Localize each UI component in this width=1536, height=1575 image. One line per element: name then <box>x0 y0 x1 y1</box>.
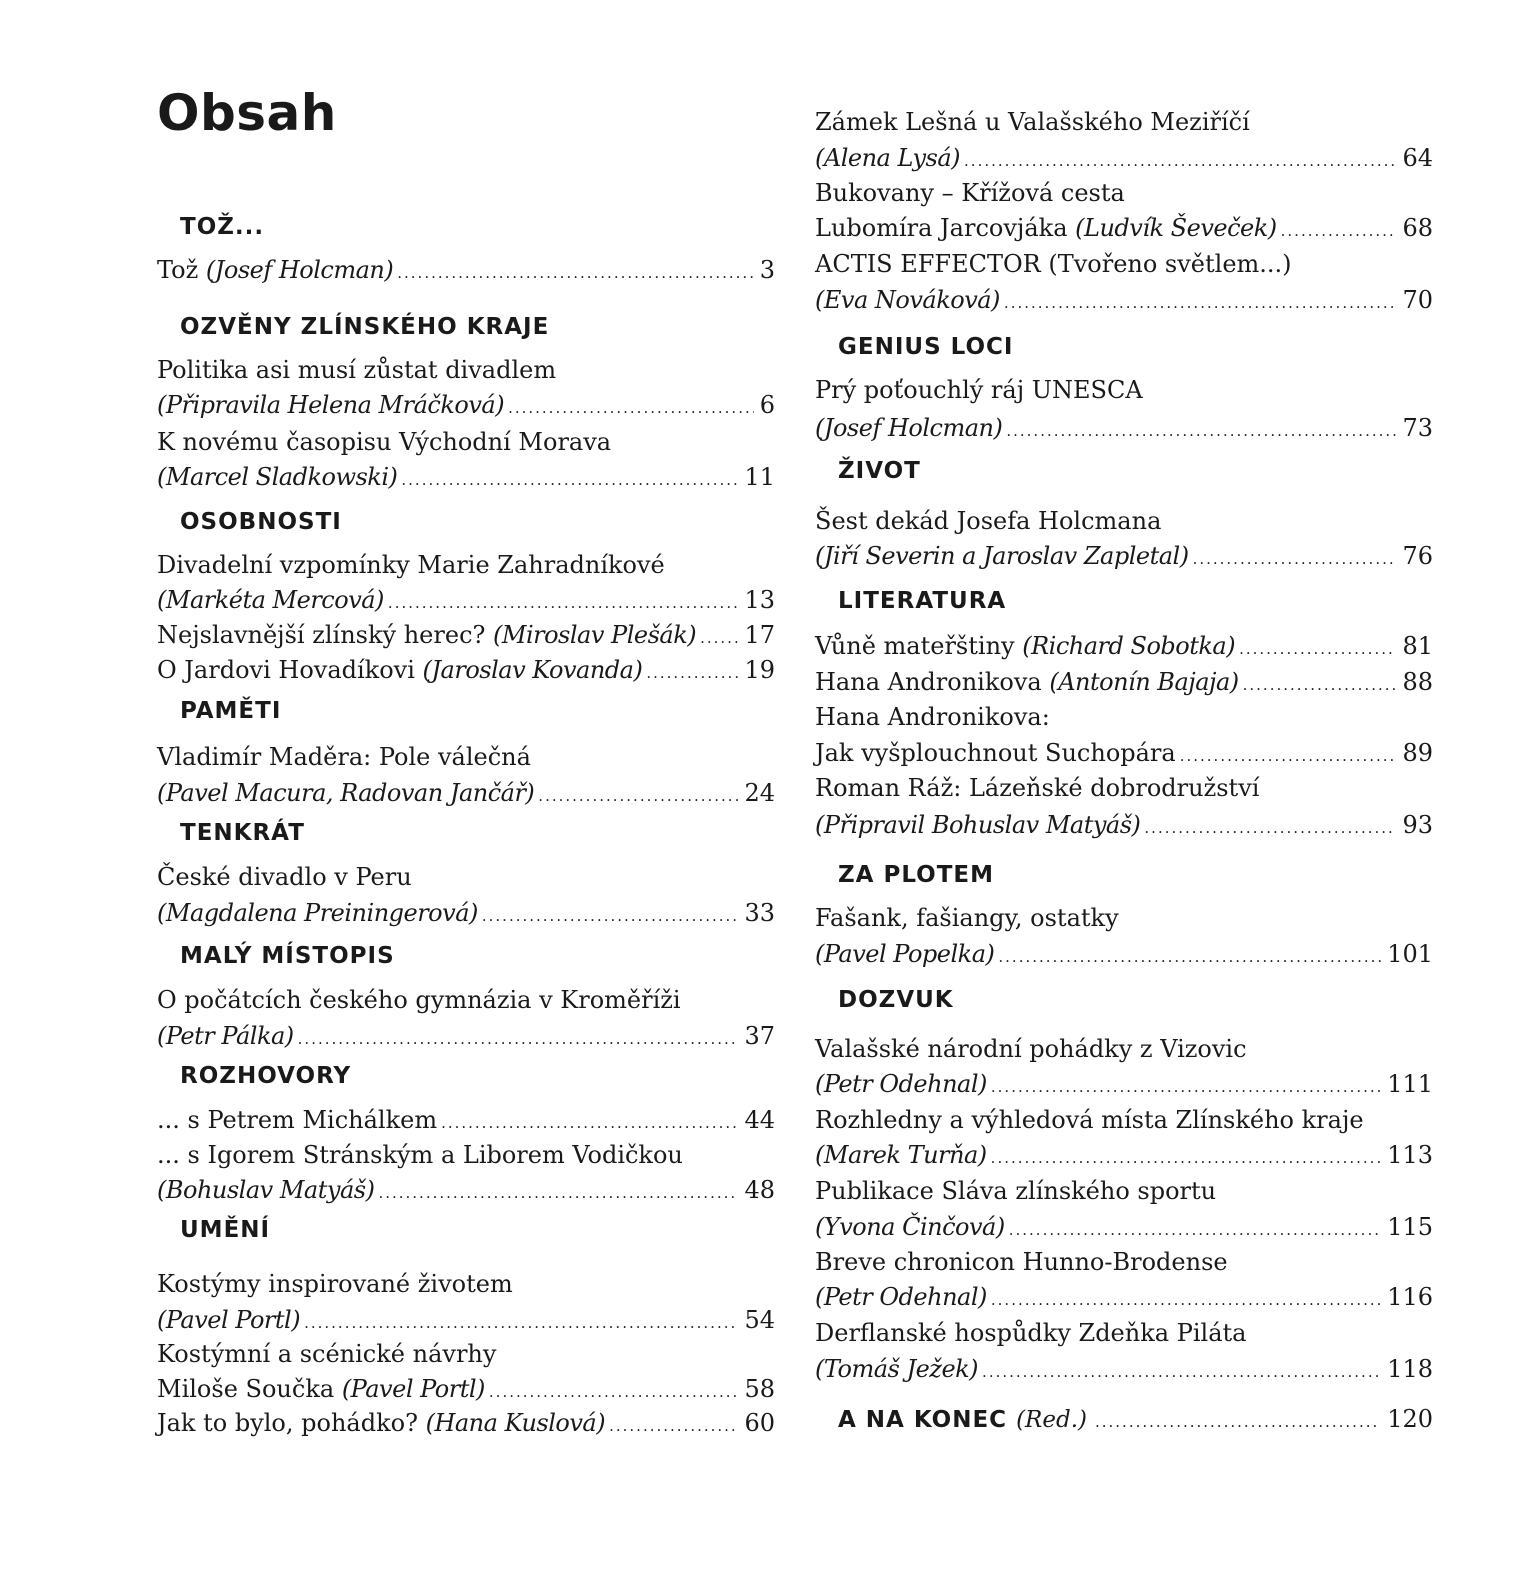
toc-entry[interactable] <box>157 460 775 494</box>
dot-leader <box>388 586 739 620</box>
page-number: 13 <box>744 586 775 614</box>
toc-entry-title-line[interactable] <box>157 1138 775 1172</box>
toc-entry-title-line[interactable] <box>815 176 1433 210</box>
dot-leader <box>401 463 738 497</box>
page-number: 6 <box>759 391 775 419</box>
entry-title: O Jardovi Hovadíkovi <box>157 656 415 684</box>
toc-entry-title-line[interactable] <box>815 105 1433 139</box>
entry-author: (Pavel Popelka) <box>815 940 995 968</box>
entry-author: (Marcel Sladkowski) <box>157 463 398 491</box>
page-number: 120 <box>1387 1405 1433 1433</box>
toc-entry[interactable] <box>157 618 775 652</box>
toc-entry-title-line[interactable] <box>815 1316 1433 1350</box>
entry-title: Derflanské hospůdky Zdeňka Piláta <box>815 1319 1247 1347</box>
toc-entry-title-line[interactable] <box>157 1337 775 1371</box>
entry-author: (Josef Holcman) <box>815 414 1003 442</box>
entry-author: (Tomáš Ježek) <box>815 1355 979 1383</box>
entry-title: Tož <box>157 256 199 284</box>
entry-author: (Pavel Macura, Radovan Jančář) <box>157 779 535 807</box>
page-number: 33 <box>744 899 775 927</box>
entry-author: (Ludvík Ševeček) <box>1075 214 1277 242</box>
toc-entry[interactable] <box>157 253 775 287</box>
toc-entry[interactable] <box>157 1303 775 1337</box>
toc-entry-title-line[interactable] <box>815 771 1433 805</box>
toc-entry[interactable] <box>157 388 775 422</box>
entry-author: (Josef Holcman) <box>205 256 394 284</box>
dot-leader <box>304 1306 738 1340</box>
entry-title: Publikace Sláva zlínského sportu <box>815 1177 1217 1205</box>
entry-title: Jak vyšplouchnout Suchopára <box>815 739 1176 767</box>
dot-leader <box>1281 214 1397 248</box>
toc-entry-title-line[interactable] <box>815 504 1433 538</box>
section-heading: ZA PLOTEM <box>838 862 995 888</box>
dot-leader <box>1144 811 1396 845</box>
toc-entry-title-line[interactable] <box>157 740 775 774</box>
toc-entry[interactable] <box>815 411 1433 445</box>
entry-author: (Petr Odehnal) <box>815 1070 987 1098</box>
entry-title: O počátcích českého gymnázia v Kroměříži <box>157 986 681 1014</box>
toc-entry[interactable] <box>815 629 1433 663</box>
toc-entry-title-line[interactable] <box>157 860 775 894</box>
dot-leader <box>609 1409 738 1443</box>
toc-entry[interactable] <box>815 1067 1433 1101</box>
dot-leader <box>982 1355 1381 1389</box>
entry-author: (Bohuslav Matyáš) <box>157 1176 375 1204</box>
page-number: 48 <box>744 1176 775 1204</box>
toc-entry[interactable] <box>157 1103 775 1137</box>
entry-author: (Yvona Činčová) <box>815 1213 1005 1241</box>
toc-entry[interactable] <box>815 1280 1433 1314</box>
toc-entry[interactable] <box>157 653 775 687</box>
section-heading: UMĚNÍ <box>180 1217 271 1243</box>
toc-entry[interactable] <box>815 141 1433 175</box>
page-number: 93 <box>1402 811 1433 839</box>
section-heading: PAMĚTI <box>180 698 282 724</box>
toc-entry[interactable] <box>815 1210 1433 1244</box>
dot-leader <box>1006 414 1396 448</box>
toc-entry[interactable] <box>157 1372 775 1406</box>
entry-author: (Připravila Helena Mráčková) <box>157 391 505 419</box>
dot-leader <box>1095 1407 1379 1437</box>
toc-entry[interactable] <box>157 1173 775 1207</box>
page-number: 3 <box>759 256 775 284</box>
entry-title: K novému časopisu Východní Morava <box>157 428 612 456</box>
section-heading: LITERATURA <box>838 588 1007 614</box>
page-number: 111 <box>1387 1070 1433 1098</box>
entry-author: (Red.) <box>1016 1407 1087 1433</box>
toc-entry-title-line[interactable] <box>815 1245 1433 1279</box>
toc-entry[interactable] <box>815 539 1433 573</box>
entry-author: (Magdalena Preiningerová) <box>157 899 478 927</box>
dot-leader <box>964 144 1396 178</box>
toc-entry-final[interactable] <box>838 1404 1433 1437</box>
dot-leader <box>508 391 754 425</box>
entry-title: Politika asi musí zůstat divadlem <box>157 356 557 384</box>
toc-entry[interactable] <box>815 283 1433 317</box>
entry-title: Jak to bylo, pohádko? <box>157 1409 418 1437</box>
section-heading: A NA KONEC <box>838 1407 1008 1433</box>
page-number: 58 <box>744 1375 775 1403</box>
toc-entry-title-line[interactable] <box>157 425 775 459</box>
dot-leader <box>397 256 753 290</box>
section-heading: ŽIVOT <box>838 458 921 484</box>
entry-title: ... s Petrem Michálkem <box>157 1106 438 1134</box>
entry-author: (Hana Kuslová) <box>425 1409 606 1437</box>
entry-author: (Petr Pálka) <box>157 1022 294 1050</box>
page-number: 68 <box>1402 214 1433 242</box>
entry-author: (Petr Odehnal) <box>815 1283 987 1311</box>
entry-title: Kostýmní a scénické návrhy <box>157 1340 497 1368</box>
page-title: Obsah <box>157 84 337 142</box>
toc-entry-title-line[interactable] <box>157 983 775 1017</box>
entry-title: Miloše Součka <box>157 1375 335 1403</box>
toc-entry-title-line[interactable] <box>815 1174 1433 1208</box>
page-number: 64 <box>1402 144 1433 172</box>
entry-title: Breve chronicon Hunno-Brodense <box>815 1248 1228 1276</box>
toc-entry-title-line[interactable] <box>815 901 1433 935</box>
section-heading: TOŽ... <box>180 214 265 240</box>
dot-leader <box>538 779 738 813</box>
page-number: 116 <box>1387 1283 1433 1311</box>
entry-title: Zámek Lešná u Valašského Meziříčí <box>815 108 1250 136</box>
dot-leader <box>1180 739 1397 773</box>
entry-author: (Jiří Severin a Jaroslav Zapletal) <box>815 542 1189 570</box>
toc-entry-title-line[interactable] <box>157 1267 775 1301</box>
entry-author: (Antonín Bajaja) <box>1049 668 1239 696</box>
toc-entry[interactable] <box>815 1352 1433 1386</box>
toc-entry-title-line[interactable] <box>815 700 1433 734</box>
section-heading: ROZHOVORY <box>180 1063 352 1089</box>
toc-entry[interactable] <box>815 937 1433 971</box>
toc-entry-title-line[interactable] <box>815 373 1433 407</box>
dot-leader <box>646 656 738 690</box>
toc-entry-title-line[interactable] <box>815 247 1433 281</box>
section-heading: GENIUS LOCI <box>838 334 1014 360</box>
page-number: 118 <box>1387 1355 1433 1383</box>
toc-entry[interactable] <box>815 808 1433 842</box>
page-number: 17 <box>744 621 775 649</box>
entry-title: ACTIS EFFECTOR (Tvořeno světlem...) <box>815 250 1292 278</box>
entry-author: (Markéta Mercová) <box>157 586 384 614</box>
page-number: 19 <box>744 656 775 684</box>
entry-title: Fašank, fašiangy, ostatky <box>815 904 1119 932</box>
dot-leader <box>1009 1213 1381 1247</box>
section-heading: OSOBNOSTI <box>180 509 342 535</box>
page-number: 37 <box>744 1022 775 1050</box>
entry-title: Roman Ráž: Lázeňské dobrodružství <box>815 774 1260 802</box>
dot-leader <box>441 1106 738 1140</box>
page-number: 73 <box>1402 414 1433 442</box>
toc-entry[interactable] <box>157 1019 775 1053</box>
dot-leader <box>1004 286 1397 320</box>
entry-title: Divadelní vzpomínky Marie Zahradníkové <box>157 551 665 579</box>
page-number: 54 <box>744 1306 775 1334</box>
toc-entry-title-line[interactable] <box>157 548 775 582</box>
entry-author: (Připravil Bohuslav Matyáš) <box>815 811 1141 839</box>
toc-entry[interactable] <box>157 776 775 810</box>
entry-title: Rozhledny a výhledová místa Zlínského kraje <box>815 1106 1364 1134</box>
entry-title: Prý poťouchlý ráj UNESCA <box>815 376 1143 404</box>
page-number: 101 <box>1387 940 1433 968</box>
dot-leader <box>991 1141 1382 1175</box>
section-heading: DOZVUK <box>838 987 954 1013</box>
entry-title: Vladimír Maděra: Pole válečná <box>157 743 531 771</box>
dot-leader <box>998 940 1381 974</box>
toc-entry[interactable] <box>815 211 1433 245</box>
dot-leader <box>1193 542 1397 576</box>
dot-leader <box>298 1022 739 1056</box>
entry-author: (Eva Nováková) <box>815 286 1000 314</box>
entry-title: Hana Andronikova <box>815 668 1042 696</box>
entry-title: Kostýmy inspirované životem <box>157 1270 513 1298</box>
toc-entry-title-line[interactable] <box>815 1103 1433 1137</box>
page-number: 44 <box>744 1106 775 1134</box>
entry-title: Nejslavnější zlínský herec? <box>157 621 486 649</box>
page-number: 115 <box>1387 1213 1433 1241</box>
entry-title: ... s Igorem Stránským a Liborem Vodičkou <box>157 1141 683 1169</box>
entry-title: Bukovany – Křížová cesta <box>815 179 1125 207</box>
entry-title: Valašské národní pohádky z Vizovic <box>815 1035 1247 1063</box>
entry-author: (Jaroslav Kovanda) <box>422 656 643 684</box>
page-number: 81 <box>1402 632 1433 660</box>
toc-entry[interactable] <box>157 583 775 617</box>
toc-entry[interactable] <box>815 665 1433 699</box>
dot-leader <box>378 1176 738 1210</box>
toc-entry[interactable] <box>157 896 775 930</box>
entry-title: Vůně mateřštiny <box>815 632 1015 660</box>
entry-author: (Pavel Portl) <box>341 1375 485 1403</box>
section-heading: TENKRÁT <box>180 820 305 846</box>
dot-leader <box>991 1283 1381 1317</box>
entry-title: Šest dekád Josefa Holcmana <box>815 507 1162 535</box>
page-number: 88 <box>1402 668 1433 696</box>
dot-leader <box>1243 668 1397 702</box>
section-heading: OZVĚNY ZLÍNSKÉHO KRAJE <box>180 314 550 340</box>
entry-title: Hana Andronikova: <box>815 703 1050 731</box>
section-heading: MALÝ MÍSTOPIS <box>180 943 395 969</box>
page-number: 89 <box>1402 739 1433 767</box>
page-number: 70 <box>1402 286 1433 314</box>
entry-title: České divadlo v Peru <box>157 863 412 891</box>
toc-entry-title-line[interactable] <box>815 1032 1433 1066</box>
page-number: 24 <box>744 779 775 807</box>
dot-leader <box>700 621 738 655</box>
toc-entry-title-line[interactable] <box>157 353 775 387</box>
dot-leader <box>991 1070 1381 1104</box>
entry-author: (Miroslav Plešák) <box>493 621 697 649</box>
toc-entry[interactable] <box>815 736 1433 770</box>
page-number: 11 <box>744 463 775 491</box>
entry-title: Lubomíra Jarcovjáka <box>815 214 1068 242</box>
dot-leader <box>489 1375 739 1409</box>
page-number: 113 <box>1387 1141 1433 1169</box>
page-number: 60 <box>744 1409 775 1437</box>
toc-entry[interactable] <box>157 1406 775 1440</box>
toc-entry[interactable] <box>815 1138 1433 1172</box>
page-number: 76 <box>1402 542 1433 570</box>
dot-leader <box>482 899 739 933</box>
entry-author: (Pavel Portl) <box>157 1306 301 1334</box>
entry-author: (Richard Sobotka) <box>1022 632 1236 660</box>
dot-leader <box>1239 632 1396 666</box>
entry-author: (Alena Lysá) <box>815 144 961 172</box>
entry-author: (Marek Turňa) <box>815 1141 987 1169</box>
